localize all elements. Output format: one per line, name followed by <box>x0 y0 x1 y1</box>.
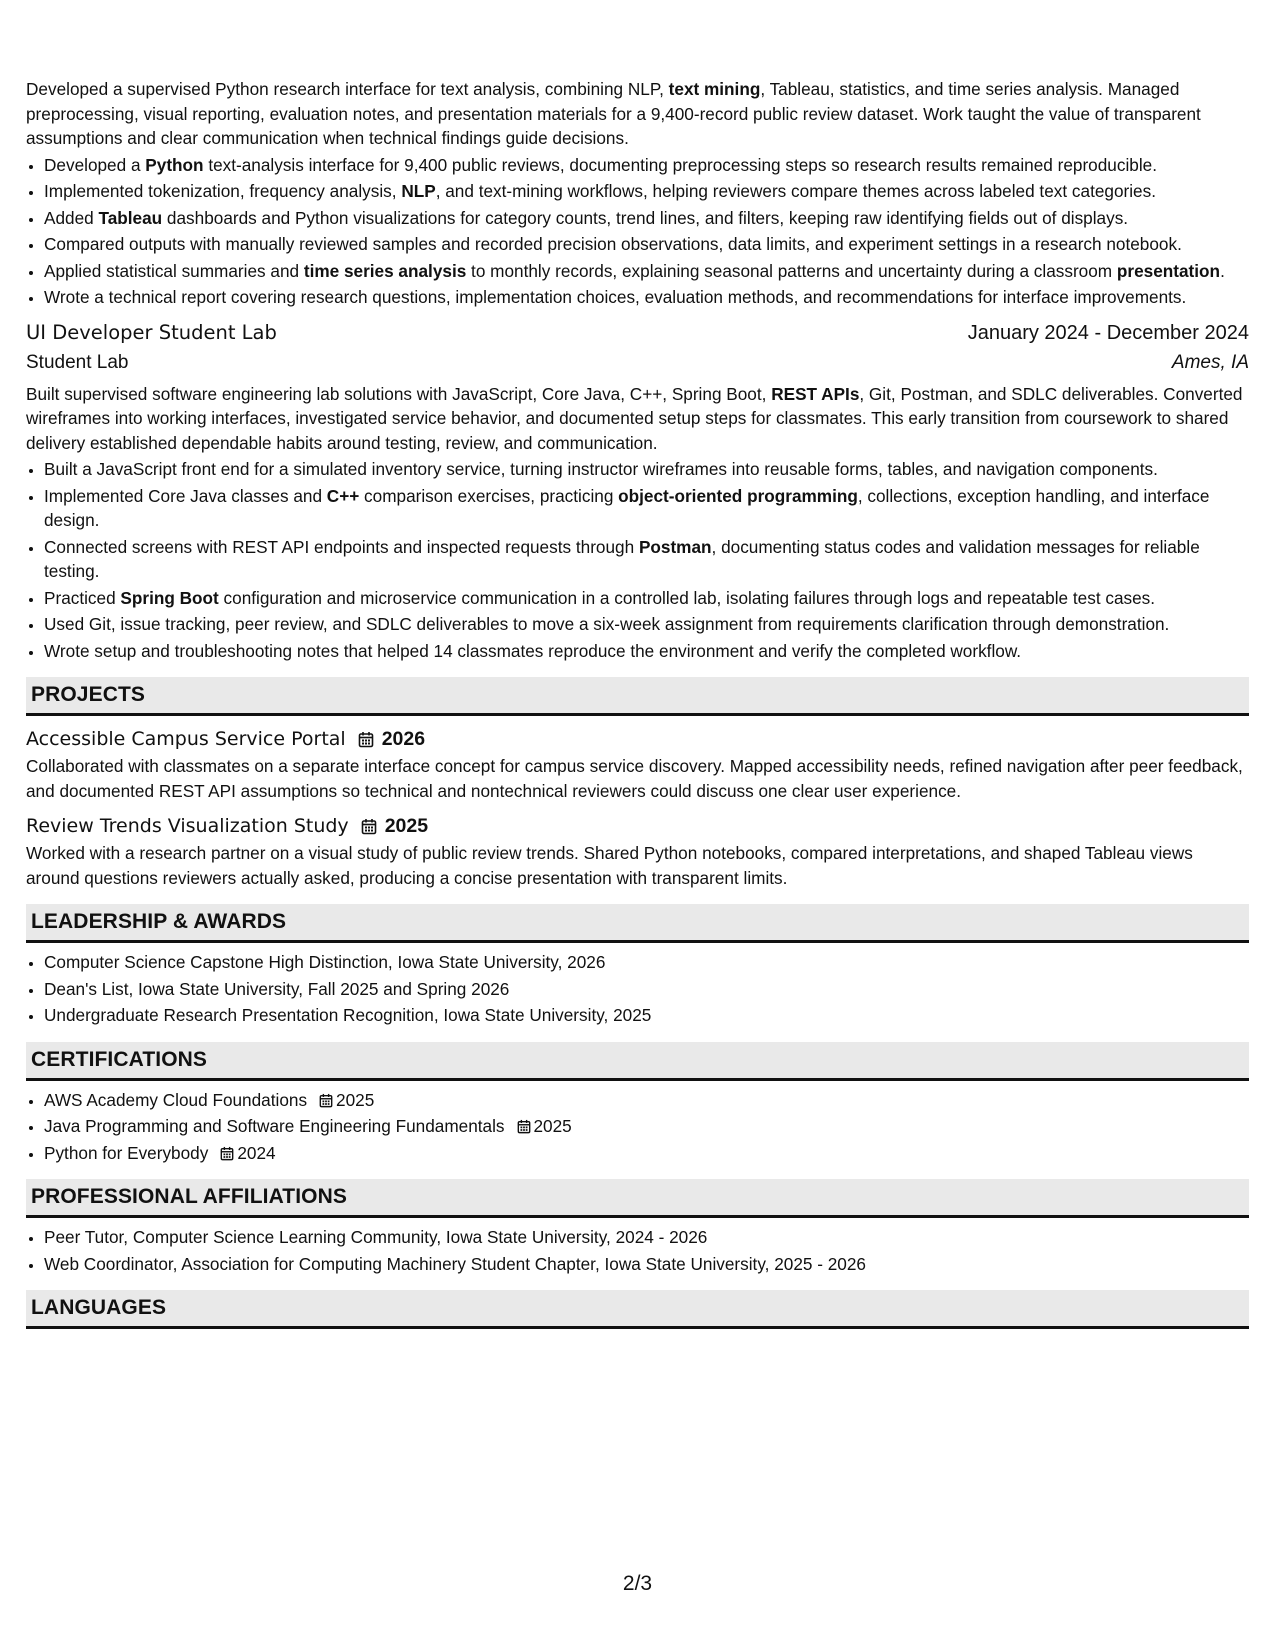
job-title: UI Developer Student Lab <box>26 320 277 344</box>
certification-year: 2025 <box>533 1116 572 1136</box>
list-item: • Computer Science Capstone High Distinction, Iowa State University, 2026 <box>44 950 1249 975</box>
calendar-icon <box>361 818 377 835</box>
list-item: • Implemented tokenization, frequency analysis, NLP, and text-mining workflows, helping reviewers compare themes across labeled text categories. <box>44 179 1249 204</box>
project-entry <box>26 811 1249 890</box>
job-dates: January 2024 - December 2024 <box>967 321 1249 344</box>
list-item: • Compared outputs with manually reviewed samples and recorded precision observations, data limits, and experiment settings in a research notebook. <box>44 232 1249 257</box>
list-item <box>44 1114 1249 1139</box>
job-bullets <box>26 457 1249 663</box>
certification-name: Java Programming and Software Engineering Fundamentals <box>44 1116 505 1136</box>
affiliations-list <box>26 1225 1249 1276</box>
experience-summary: Developed a supervised Python research interface for text analysis, combining NLP, text mining, Tableau, statistics, and time series analysis. Managed preprocessing, visual reporting, evaluation notes, and presentation materials for a 9,400-record public review dataset. Work taught the value of transparent assumptions and clear communication when technical findings guide decisions. <box>26 79 1201 148</box>
list-item: • Undergraduate Research Presentation Recognition, Iowa State University, 2025 <box>44 1003 1249 1028</box>
project-description: Collaborated with classmates on a separate interface concept for campus service discovery. Mapped accessibility needs, refined navigation after peer feedback, and documented REST API assumptions so technical and nontechnical reviewers could discuss one clear user experience. <box>26 756 1243 801</box>
experience-entry <box>26 318 1249 664</box>
calendar-icon <box>319 1093 333 1108</box>
list-item: • Added Tableau dashboards and Python visualizations for category counts, trend lines, and filters, keeping raw identifying fields out of displays. <box>44 206 1249 231</box>
project-year: 2025 <box>384 815 429 837</box>
project-description: Worked with a research partner on a visual study of public review trends. Shared Python notebooks, compared interpretations, and shaped Tableau views around questions reviewers actually asked, producing a concise presentation with transparent limits. <box>26 843 1193 888</box>
certification-year: 2024 <box>237 1142 276 1163</box>
certification-name: Python for Everybody <box>44 1142 209 1163</box>
list-item: • Developed a Python text-analysis interface for 9,400 public reviews, documenting preprocessing steps so research results remained reproducible. <box>44 153 1249 178</box>
list-item: • Peer Tutor, Computer Science Learning Community, Iowa State University, 2024 - 2026 <box>44 1225 1249 1250</box>
project-year: 2026 <box>381 728 426 750</box>
certifications-list <box>26 1088 1249 1166</box>
page-number: 2/3 <box>622 1572 653 1595</box>
section-heading-affiliations: PROFESSIONAL AFFILIATIONS <box>26 1179 1249 1218</box>
list-item: • Applied statistical summaries and time series analysis to monthly records, explaining seasonal patterns and uncertainty during a classroom presentation. <box>44 259 1249 284</box>
list-item: • Wrote a technical report covering research questions, implementation choices, evaluation methods, and recommendations for interface improvements. <box>44 285 1249 310</box>
job-location: Ames, IA <box>1171 351 1249 373</box>
list-item: • Built a JavaScript front end for a simulated inventory service, turning instructor wireframes into reusable forms, tables, and navigation components. <box>44 457 1249 482</box>
list-item: • Practiced Spring Boot configuration and microservice communication in a controlled lab, isolating failures through logs and repeatable test cases. <box>44 586 1249 611</box>
calendar-icon <box>358 731 374 748</box>
awards-list <box>26 950 1249 1028</box>
job-summary: Built supervised software engineering lab solutions with JavaScript, Core Java, C++, Spring Boot, REST APIs, Git, Postman, and SDLC deliverables. Converted wireframes into working interfaces, investigated service behavior, and documented setup steps for classmates. This early transition from coursework to shared delivery established dependable habits around testing, review, and communication. <box>26 383 1243 453</box>
section-heading-certifications: CERTIFICATIONS <box>26 1042 1249 1081</box>
list-item: • Web Coordinator, Association for Computing Machinery Student Chapter, Iowa State University, 2025 - 2026 <box>44 1252 1249 1277</box>
resume-content <box>26 77 1249 1329</box>
project-entry <box>26 724 1249 803</box>
section-heading-languages: LANGUAGES <box>26 1290 1249 1329</box>
list-item: • Implemented Core Java classes and C++ comparison exercises, practicing object-oriented programming, collections, exception handling, and interface design. <box>44 484 1249 533</box>
project-name: Review Trends Visualization Study <box>26 815 349 837</box>
list-item: • Dean's List, Iowa State University, Fall 2025 and Spring 2026 <box>44 977 1249 1002</box>
calendar-icon <box>220 1146 234 1161</box>
job-organization: Student Lab <box>26 351 129 373</box>
calendar-icon <box>517 1119 531 1134</box>
experience-bullets <box>26 153 1249 310</box>
list-item: • Used Git, issue tracking, peer review, and SDLC deliverables to move a six-week assignment from requirements clarification through demonstration. <box>44 612 1249 637</box>
certification-name: AWS Academy Cloud Foundations <box>44 1089 308 1110</box>
list-item: • Connected screens with REST API endpoints and inspected requests through Postman, documenting status codes and validation messages for reliable testing. <box>44 535 1249 584</box>
section-heading-projects: PROJECTS <box>26 677 1249 716</box>
section-heading-awards: LEADERSHIP & AWARDS <box>26 904 1249 943</box>
project-name: Accessible Campus Service Portal <box>26 728 346 750</box>
list-item <box>44 1141 1249 1166</box>
list-item <box>44 1088 1249 1113</box>
certification-year: 2025 <box>336 1089 375 1110</box>
list-item: • Wrote setup and troubleshooting notes that helped 14 classmates reproduce the environment and verify the completed workflow. <box>44 639 1249 664</box>
